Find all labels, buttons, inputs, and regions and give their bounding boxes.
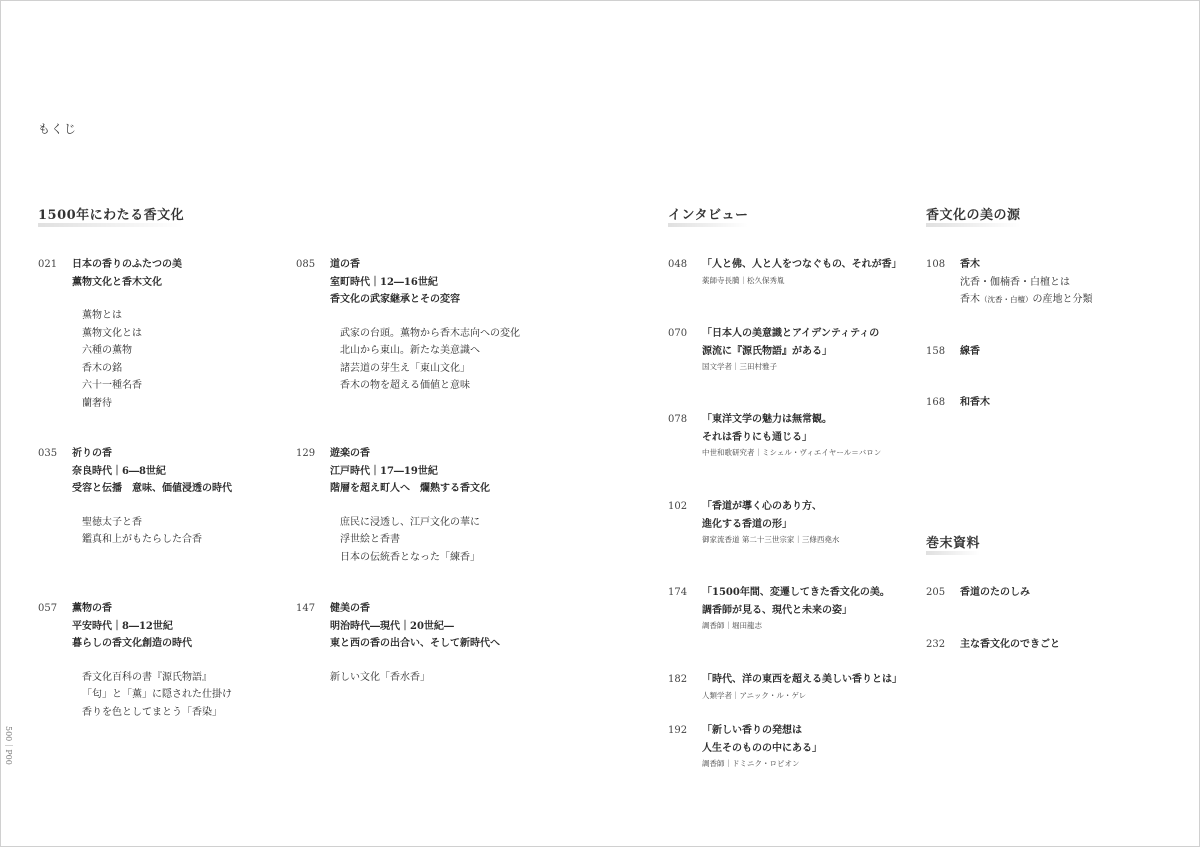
subtopic: 諸芸道の芽生え「東山文化」: [340, 362, 470, 374]
page-number: 147: [296, 603, 316, 614]
entry-subtitle: 東と西の香の出合い、そして新時代へ: [330, 638, 500, 649]
toc-entry[interactable]: [296, 445, 490, 566]
entry-title: 和香木: [960, 397, 990, 408]
subtopic: 香木（沈香・白檀）の産地と分類: [960, 294, 1093, 305]
subtopic: 「匂」と「薫」に隠された仕掛け: [82, 689, 232, 700]
entry-era: 室町時代｜12―16世紀: [330, 276, 438, 288]
page-number: 182: [668, 674, 688, 685]
entry-title: 香木: [960, 259, 980, 270]
interview-entry[interactable]: [668, 584, 890, 633]
entry-title: 香道のたのしみ: [960, 587, 1030, 598]
section-title-interview: インタビュー: [668, 204, 748, 226]
page-number: 070: [668, 328, 688, 339]
subtopic: 六十一種名香: [82, 380, 142, 391]
subtopic: 香文化百科の書『源氏物語』: [82, 671, 212, 683]
interview-entry[interactable]: [668, 722, 822, 771]
entry-title: 主な香文化のできごと: [960, 639, 1060, 650]
subtopic: 薫物とは: [82, 310, 122, 321]
interview-quote: それは香りにも通じる」: [702, 431, 812, 443]
subtopic: 浮世絵と香書: [340, 534, 400, 545]
page-number: 102: [668, 501, 688, 512]
entry-subtitle: 香文化の武家継承とその変容: [330, 294, 460, 305]
page-number: 085: [296, 259, 316, 270]
toc-entry[interactable]: [296, 600, 500, 686]
entry-era: 明治時代―現代｜20世紀―: [330, 620, 454, 632]
toc-entry[interactable]: [926, 394, 990, 412]
subtopic: 香木の銘: [82, 362, 122, 374]
interviewee: 調香師｜ドミニク・ロピオン: [702, 759, 800, 768]
interview-quote: 人生そのものの中にある」: [702, 742, 822, 754]
subtopic: 香りを色としてまとう「香染」: [82, 706, 222, 718]
interview-entry[interactable]: [668, 498, 839, 547]
page-number: 232: [926, 639, 946, 650]
subtopic: 蘭奢待: [82, 397, 112, 409]
toc-entry[interactable]: [926, 256, 1093, 309]
interview-quote: 源流に『源氏物語』がある」: [702, 345, 832, 357]
interview-entry[interactable]: [668, 256, 902, 288]
page-number: 078: [668, 414, 688, 425]
interview-quote: 「香道が導く心のあり方、: [702, 501, 822, 512]
page-number: 035: [38, 448, 58, 459]
interviewee: 人類学者｜アニック・ル・ゲレ: [702, 690, 807, 700]
interview-quote: 「人と佛、人と人をつなぐもの、それが香」: [702, 259, 902, 270]
entry-subtitle: 受容と伝播 意味、価値浸透の時代: [72, 483, 232, 494]
subtopic: 庶民に浸透し、江戸文化の華に: [340, 516, 480, 528]
subtopic: 香木の物を超える価値と意味: [340, 380, 470, 391]
subtopic: 武家の台頭。薫物から香木志向への変化: [340, 327, 520, 339]
entry-subtitle: 階層を超え町人へ 爛熟する香文化: [330, 483, 490, 494]
entry-title: 道の香: [330, 259, 360, 270]
entry-title: 日本の香りのふたつの美: [72, 259, 182, 270]
interview-entry[interactable]: [668, 671, 902, 703]
page-number: 168: [926, 397, 946, 408]
interview-quote: 調香師が見る、現代と未来の姿」: [702, 604, 852, 616]
section-title-history: 1500年にわたる香文化: [38, 204, 184, 226]
interviewee: 国文学者｜三田村雅子: [702, 362, 777, 371]
page-number: 048: [668, 259, 688, 270]
subtopic: 北山から東山。新たな美意識へ: [340, 345, 480, 356]
interview-entry[interactable]: [668, 325, 879, 374]
subtopic: 沈香・伽楠香・白檀とは: [960, 276, 1070, 288]
entry-era: 平安時代｜8―12世紀: [72, 620, 173, 632]
subtopic: 日本の伝統香となった「練香」: [340, 551, 480, 563]
page-number: 108: [926, 259, 946, 270]
toc-entry[interactable]: [296, 256, 520, 395]
section-title-source: 香文化の美の源: [926, 204, 1021, 226]
toc-entry[interactable]: [926, 636, 1060, 654]
entry-title: 遊楽の香: [330, 448, 370, 459]
page-label: もくじ: [38, 122, 78, 136]
subtopic: 聖徳太子と香: [82, 516, 142, 528]
subtopic: 鑑真和上がもたらした合香: [82, 534, 202, 545]
toc-entry[interactable]: [38, 600, 232, 721]
entry-title: 祈りの香: [72, 448, 112, 459]
subtopic: 薫物文化とは: [82, 327, 142, 339]
toc-entry[interactable]: [926, 584, 1030, 602]
entry-subtitle: 薫物文化と香木文化: [72, 276, 162, 288]
toc-entry[interactable]: [926, 343, 980, 361]
entry-title: 薫物の香: [72, 603, 112, 614]
page-number: 158: [926, 346, 946, 357]
interviewee: 調香師｜堀田龍志: [702, 621, 762, 630]
page-number: 205: [926, 587, 946, 598]
page-number: 129: [296, 448, 316, 459]
toc-entry[interactable]: [38, 256, 182, 412]
subtopic: 新しい文化「香水香」: [330, 671, 430, 683]
interview-entry[interactable]: [668, 411, 881, 460]
subtopic: 六種の薫物: [82, 345, 132, 356]
page-number: 057: [38, 603, 58, 614]
interviewee: 中世和歌研究者｜ミシェル・ヴィエイヤール＝バロン: [702, 448, 882, 457]
interview-quote: 「東洋文学の魅力は無常観。: [702, 414, 832, 425]
folio: 500｜P00: [4, 726, 13, 765]
interview-quote: 「日本人の美意識とアイデンティティの: [702, 328, 880, 339]
entry-subtitle: 暮らしの香文化創造の時代: [72, 638, 192, 649]
entry-era: 奈良時代｜6―8世紀: [72, 465, 166, 477]
interviewee: 御家流香道 第二十三世宗家｜三條西堯水: [702, 535, 840, 544]
interview-quote: 「新しい香りの発想は: [702, 725, 802, 736]
toc-entry[interactable]: [38, 445, 232, 549]
page-number: 021: [38, 259, 58, 270]
interview-quote: 進化する香道の形」: [702, 518, 792, 530]
section-title-appendix: 巻末資料: [926, 532, 980, 554]
page-number: 174: [668, 587, 688, 598]
entry-title: 健美の香: [330, 603, 370, 614]
interviewee: 薬師寺長臈｜松久保秀胤: [702, 275, 785, 285]
entry-era: 江戸時代｜17―19世紀: [330, 465, 438, 477]
interview-quote: 「1500年間、変遷してきた香文化の美。: [702, 587, 890, 598]
page-number: 192: [668, 725, 688, 736]
interview-quote: 「時代、洋の東西を超える美しい香りとは」: [702, 674, 902, 685]
entry-title: 線香: [960, 346, 980, 357]
